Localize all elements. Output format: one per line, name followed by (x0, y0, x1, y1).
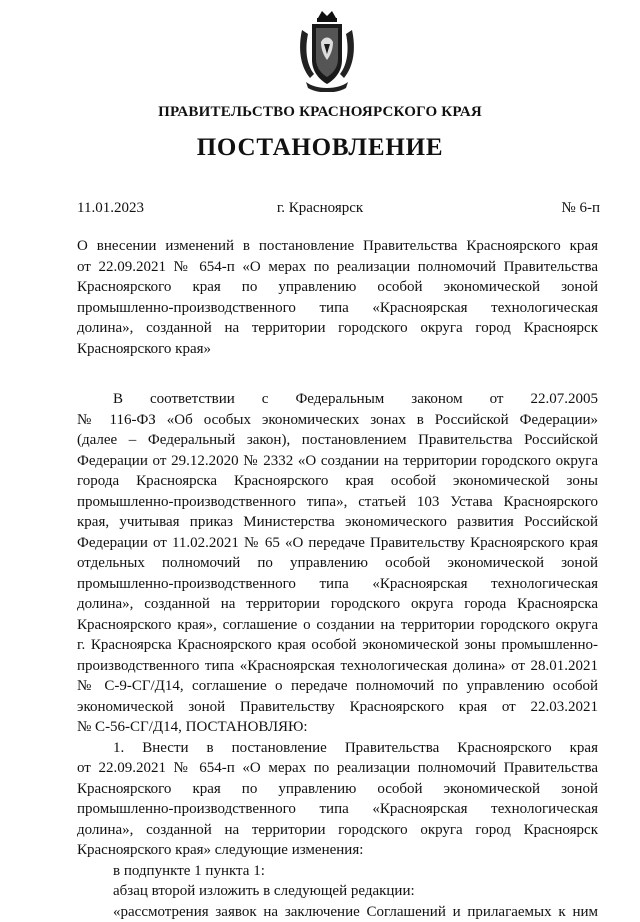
body-line: Красноярского края», соглашение о создании на территории городского округа (77, 615, 598, 636)
body-line: Красноярского края по управлению особой экономической зоной (77, 779, 598, 800)
body-line: отдельных полномочий по управлению особой экономической зоной (77, 553, 598, 574)
body-line: Федерации от 29.12.2020 № 2332 «О создании на территории городского округа (77, 451, 598, 472)
document-number: № 6-п (561, 200, 600, 217)
body-line: производственного типа «Красноярская технологическая долина» от 28.01.2021 (77, 656, 598, 677)
body-line: 1. Внести в постановление Правительства Красноярского края (77, 738, 598, 759)
body-line: долина», созданной на территории городского округа город Красноярск (77, 820, 598, 841)
body-line: промышленно-производственного типа «Красноярская технологическая (77, 799, 598, 820)
document-title (77, 236, 598, 359)
title-line: Красноярского края по управлению особой экономической зоной (77, 277, 598, 298)
body-line: города Красноярска Красноярского края особой экономической зоны (77, 471, 598, 492)
body-line: промышленно-производственного типа», статьей 103 Устава Красноярского (77, 492, 598, 513)
body-line: промышленно-производственного типа «Красноярская технологическая (77, 574, 598, 595)
body-line: В соответствии с Федеральным законом от 22.07.2005 (77, 389, 598, 410)
body-line: абзац второй изложить в следующей редакции: (77, 881, 598, 902)
body-line: № С-56-СГ/Д14, ПОСТАНОВЛЯЮ: (77, 717, 598, 738)
body-line: экономической зоной Правительству Красноярского края от 22.03.2021 (77, 697, 598, 718)
document-city: г. Красноярск (0, 200, 640, 217)
title-line: от 22.09.2021 № 654-п «О мерах по реализации полномочий Правительства (77, 257, 598, 278)
body-line: № 116-ФЗ «Об особых экономических зонах в Российской Федерации» (77, 410, 598, 431)
body-line: края, учитывая приказ Министерства экономического развития Российской (77, 512, 598, 533)
title-line: О внесении изменений в постановление Правительства Красноярского края (77, 236, 598, 257)
document-type-title: ПОСТАНОВЛЕНИЕ (0, 134, 640, 162)
title-line: промышленно-производственного типа «Красноярская технологическая (77, 298, 598, 319)
body-line: Красноярского края» следующие изменения: (77, 840, 598, 861)
body-line: г. Красноярска Красноярского края особой экономической зоны промышленно- (77, 635, 598, 656)
government-name: ПРАВИТЕЛЬСТВО КРАСНОЯРСКОГО КРАЯ (0, 104, 640, 121)
coat-of-arms-icon (296, 8, 358, 92)
title-line: долина», созданной на территории городского округа город Красноярск (77, 318, 598, 339)
body-line: № С-9-СГ/Д14, соглашение о передаче полномочий по управлению особой (77, 676, 598, 697)
title-line: Красноярского края» (77, 339, 598, 360)
body-line: Федерации от 11.02.2021 № 65 «О передаче Правительству Красноярского края (77, 533, 598, 554)
body-line: в подпункте 1 пункта 1: (77, 861, 598, 882)
document-body (77, 389, 598, 922)
body-line: «рассмотрения заявок на заключение Соглашений и прилагаемых к ним (77, 902, 598, 922)
body-line: долина», созданной на территории городского округа города Красноярска (77, 594, 598, 615)
body-line: от 22.09.2021 № 654-п «О мерах по реализации полномочий Правительства (77, 758, 598, 779)
document-date: 11.01.2023 (77, 200, 144, 217)
body-line: (далее – Федеральный закон), постановлением Правительства Российской (77, 430, 598, 451)
